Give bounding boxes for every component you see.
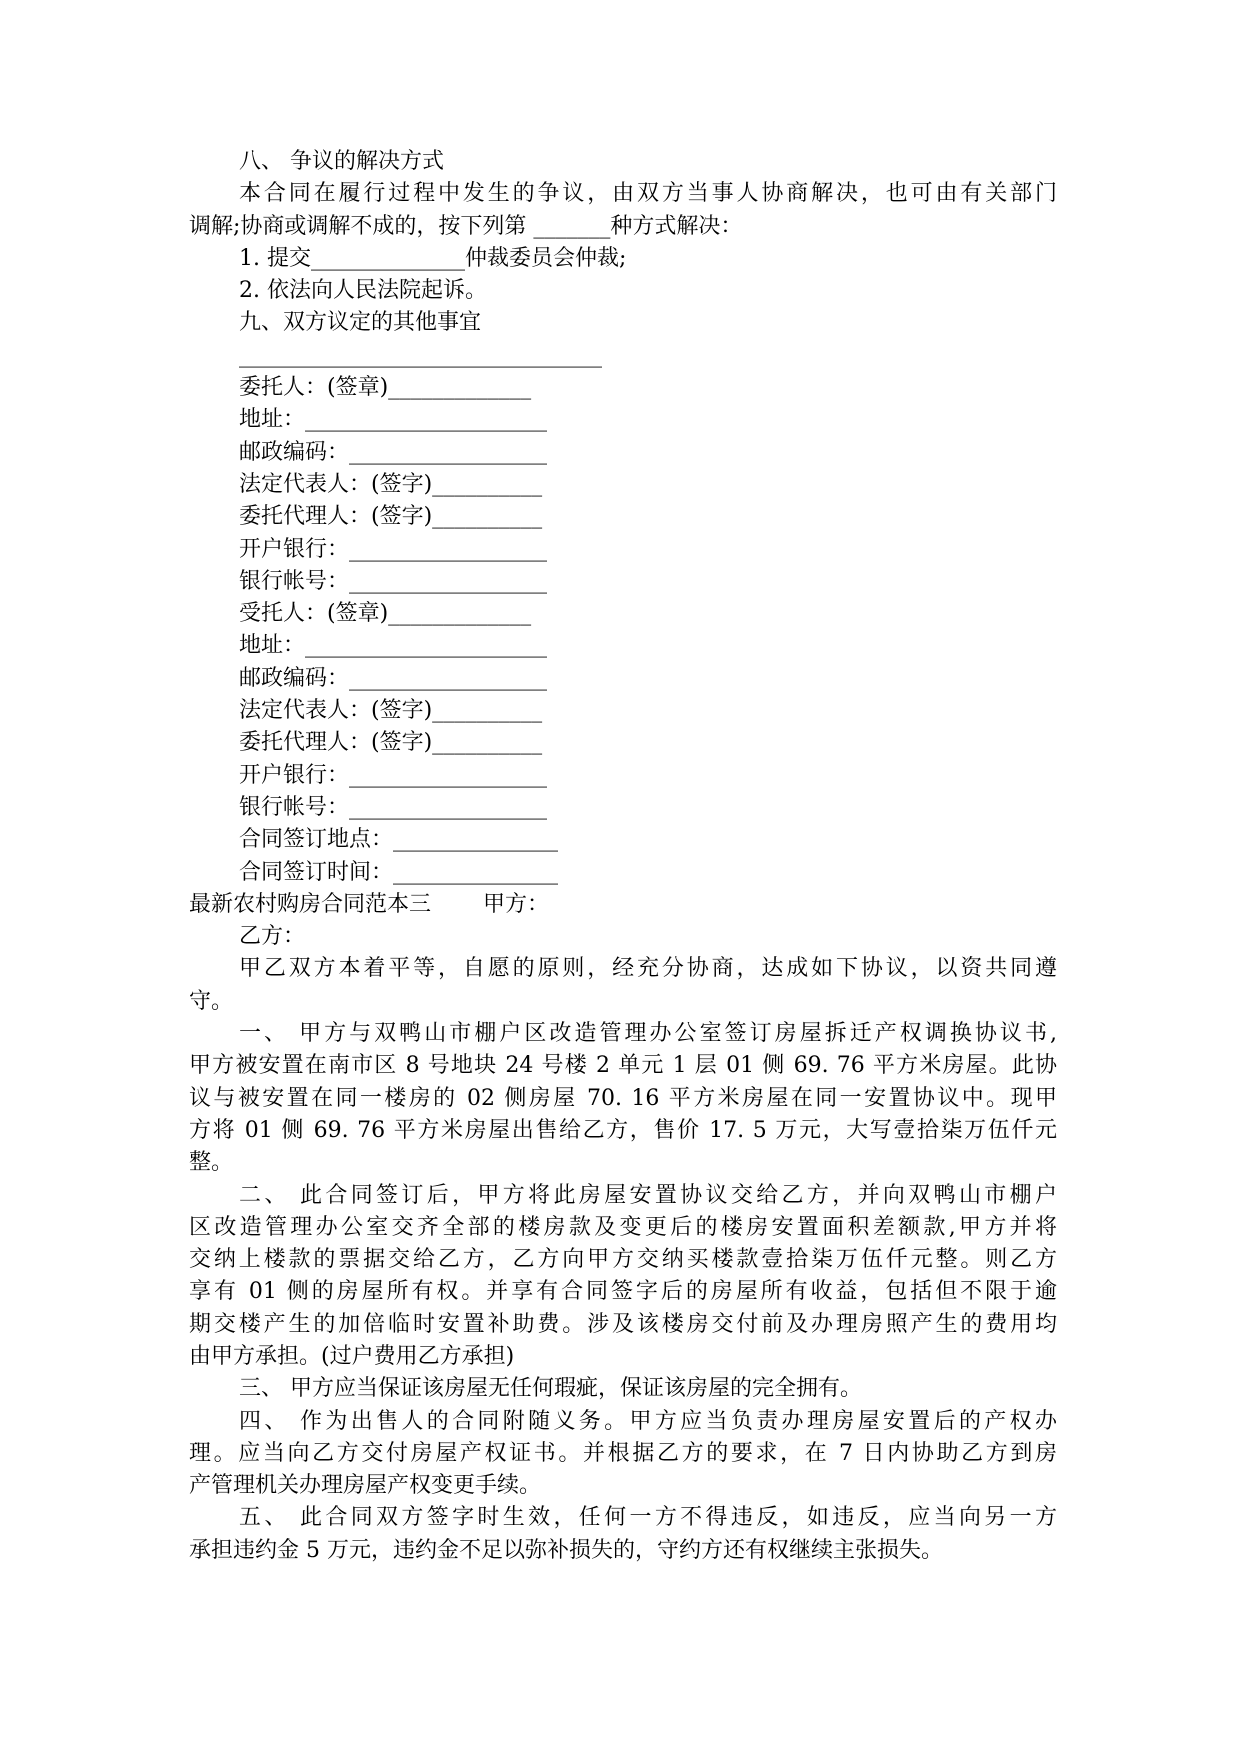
clause4-line: 产管理机关办理房屋产权变更手续。	[189, 1473, 542, 1499]
section8-text-line: 调解;协商或调解不成的，按下列第 _______种方式解决：	[189, 213, 743, 239]
contract3-title: 最新农村购房合同范本三	[189, 891, 432, 917]
document-body	[189, 146, 1057, 1567]
party-b-address-field: 地址：______________________	[239, 633, 548, 659]
clause1-line: 一、 甲方与双鸭山市棚户区改造管理办公室签订房屋拆迁产权调换协议书,	[239, 1021, 1057, 1047]
party-b-legal-rep-field: 法定代表人：(签字)__________	[239, 698, 543, 724]
section8-text-line: 本合同在履行过程中发生的争议，由双方当事人协商解决，也可由有关部门	[239, 181, 1057, 207]
clause2-line: 享有 01 侧的房屋所有权。并享有合同签字后的房屋所有收益，包括但不限于逾	[189, 1279, 1057, 1305]
party-b-trustee-field: 受托人：(签章)_____________	[239, 601, 532, 627]
clause2-line: 交纳上楼款的票据交给乙方，乙方向甲方交纳买楼款壹拾柒万伍仟元整。则乙方	[189, 1247, 1057, 1273]
clause3-line: 三、 甲方应当保证该房屋无任何瑕疵，保证该房屋的完全拥有。	[239, 1376, 862, 1402]
party-a-principal-field: 委托人：(签章)_____________	[239, 375, 532, 401]
party-a-account-field: 银行帐号：__________________	[239, 568, 548, 594]
section8-option-1: 1. 提交______________仲裁委员会仲裁;	[239, 245, 627, 271]
party-a-bank-field: 开户银行：__________________	[239, 536, 548, 562]
contract3-party-b: 乙方：	[239, 924, 306, 950]
section8-heading: 八、 争议的解决方式	[239, 149, 444, 174]
clause1-line: 整。	[189, 1150, 234, 1176]
party-b-agent-field: 委托代理人：(签字)__________	[239, 730, 543, 756]
clause1-line: 方将 01 侧 69. 76 平方米房屋出售给乙方，售价 17. 5 万元，大写壹拾柒万伍仟元	[189, 1117, 1057, 1143]
section9-blank: _________________________________	[239, 342, 602, 368]
clause5-line: 五、 此合同双方签字时生效，任何一方不得违反，如违反，应当向另一方	[239, 1505, 1057, 1531]
clause2-line: 区改造管理办公室交齐全部的楼房款及变更后的楼房安置面积差额款,甲方并将	[189, 1214, 1057, 1240]
clause4-line: 四、 作为出售人的合同附随义务。甲方应当负责办理房屋安置后的产权办	[239, 1408, 1057, 1434]
contract3-intro-line: 守。	[189, 988, 234, 1014]
clause2-line: 期交楼产生的加倍临时安置补助费。涉及该楼房交付前及办理房照产生的费用均	[189, 1311, 1057, 1337]
party-a-address-field: 地址：______________________	[239, 407, 548, 433]
party-a-legal-rep-field: 法定代表人：(签字)__________	[239, 471, 543, 497]
signing-place-field: 合同签订地点：_______________	[239, 827, 559, 853]
party-b-bank-field: 开户银行：__________________	[239, 762, 548, 788]
clause2-line: 由甲方承担。(过户费用乙方承担)	[189, 1343, 515, 1369]
party-b-account-field: 银行帐号：__________________	[239, 794, 548, 820]
clause1-line: 甲方被安置在南市区 8 号地块 24 号楼 2 单元 1 层 01 侧 69. 76 平方米房屋。此协	[189, 1053, 1057, 1079]
party-a-postcode-field: 邮政编码：__________________	[239, 439, 548, 465]
signing-time-field: 合同签订时间：_______________	[239, 859, 559, 885]
contract3-title-line	[189, 889, 1057, 921]
clause2-line: 二、 此合同签订后，甲方将此房屋安置协议交给乙方，并向双鸭山市棚户	[239, 1182, 1057, 1208]
section9-heading: 九、双方议定的其他事宜	[239, 310, 482, 336]
section8-option-2: 2. 依法向人民法院起诉。	[239, 278, 487, 304]
contract3-intro-line: 甲乙双方本着平等，自愿的原则，经充分协商，达成如下协议，以资共同遵	[239, 956, 1057, 982]
clause1-line: 议与被安置在同一楼房的 02 侧房屋 70. 16 平方米房屋在同一安置协议中。现甲	[189, 1085, 1057, 1111]
clause4-line: 理。应当向乙方交付房屋产权证书。并根据乙方的要求，在 7 日内协助乙方到房	[189, 1440, 1057, 1466]
party-b-postcode-field: 邮政编码：__________________	[239, 665, 548, 691]
contract3-party-a: 甲方：	[483, 891, 550, 917]
party-a-agent-field: 委托代理人：(签字)__________	[239, 504, 543, 530]
clause5-line: 承担违约金 5 万元，违约金不足以弥补损失的，守约方还有权继续主张损失。	[189, 1537, 943, 1563]
